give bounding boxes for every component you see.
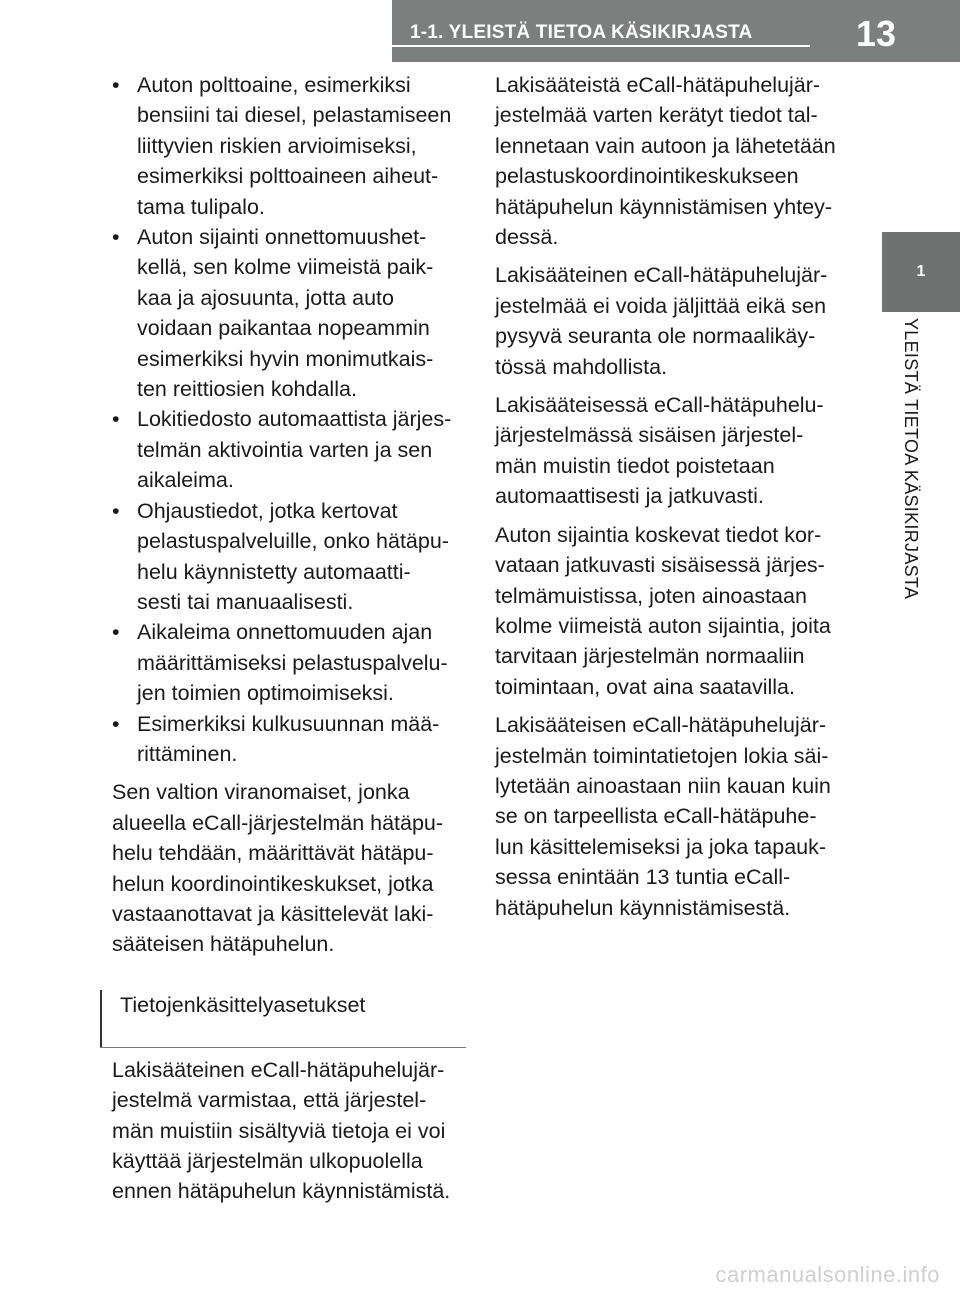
text-line: dessä.	[495, 225, 559, 250]
subheading-box	[112, 990, 466, 1045]
text-line: hätäpuhelun käynnistämisestä.	[495, 895, 791, 920]
text-line: vataan jatkuvasti sisäisessä järjes-	[495, 553, 825, 578]
text-line: se on tarpeellista eCall-hätäpuhe-	[495, 804, 817, 829]
subheading-bar	[100, 990, 102, 1048]
text-line: liittyvien riskien arvioimiseksi,	[137, 133, 417, 158]
text-line: sessa enintään 13 tuntia eCall-	[495, 865, 791, 890]
text-line: Auton polttoaine, esimerkiksi	[137, 73, 411, 97]
text-line: esimerkiksi polttoaineen aiheut-	[137, 164, 439, 189]
paragraph	[495, 710, 847, 923]
text-line: kolme viimeistä auton sijaintia, joita	[495, 613, 831, 638]
left-column	[112, 70, 466, 1207]
text-line: helu tehdään, määrittävät hätäpu-	[112, 841, 434, 866]
bullet-marker: •	[112, 407, 120, 432]
text-line: hätäpuhelun käynnistämisen yhtey-	[495, 194, 833, 219]
text-line: sääteisen hätäpuhelun.	[112, 932, 335, 957]
text-line: tössä mahdollista.	[495, 354, 668, 379]
page-header	[0, 0, 960, 62]
text-line: alueella eCall-järjestelmän hätäpu-	[112, 810, 444, 835]
section-title: 1-1. YLEISTÄ TIETOA KÄSIKIRJASTA	[410, 22, 753, 43]
text-line: Auton sijaintia koskevat tiedot kor-	[495, 522, 822, 547]
text-line: jestelmää ei voida jäljittää eikä sen	[495, 293, 827, 318]
list-item	[112, 404, 466, 495]
text-line: lennetaan vain autoon ja lähetetään	[495, 133, 836, 158]
text-line: bensiini tai diesel, pelastamiseen	[137, 103, 452, 128]
text-line: käyttää järjestelmän ulkopuolella	[112, 1149, 423, 1173]
text-line: määrittämiseksi pelastuspalvelu-	[137, 650, 448, 675]
text-line: tama tulipalo.	[137, 194, 265, 219]
text-line: ennen hätäpuhelun käynnistämistä.	[112, 1179, 451, 1204]
paragraph-data-processing	[112, 1055, 466, 1207]
text-line: pelastuspalveluille, onko hätäpu-	[137, 529, 449, 554]
text-line: telmämuistissa, joten ainoastaan	[495, 583, 807, 608]
list-item	[112, 70, 466, 222]
list-item	[112, 496, 466, 618]
text-line: jestelmä varmistaa, että järjestel-	[112, 1088, 427, 1113]
bullet-marker: •	[112, 73, 120, 97]
text-line: Ohjaustiedot, jotka kertovat	[137, 498, 398, 523]
header-rule	[392, 45, 810, 47]
text-line: toimintaan, ovat aina saatavilla.	[495, 674, 795, 699]
paragraph	[495, 390, 847, 512]
text-line: tarvitaan järjestelmän normaaliin	[495, 644, 805, 669]
text-line: sesti tai manuaalisesti.	[137, 589, 354, 614]
text-line: helu käynnistetty automaatti-	[137, 559, 411, 584]
bullet-marker: •	[112, 498, 120, 523]
text-line: jestelmää varten kerätyt tiedot tal-	[495, 103, 818, 128]
text-line: män muistiin sisältyviä tietoja ei voi	[112, 1118, 446, 1143]
bullet-marker: •	[112, 711, 120, 736]
text-line: ten reittiosien kohdalla.	[137, 377, 357, 402]
text-line: kellä, sen kolme viimeistä paik-	[137, 255, 434, 280]
text-line: helun koordinointikeskukset, jotka	[112, 871, 434, 896]
chapter-tab-label-area	[882, 312, 960, 672]
list-item	[112, 709, 466, 770]
text-line: Lakisääteinen eCall-hätäpuhelujär-	[112, 1057, 445, 1082]
text-line: lun käsittelemiseksi ja joka tapauk-	[495, 834, 827, 859]
text-line: jestelmän toimintatietojen lokia säi-	[495, 743, 829, 768]
text-line: lytetään ainoastaan niin kauan kuin	[495, 773, 831, 798]
bullet-marker: •	[112, 620, 120, 645]
text-line: Lokitiedosto automaattista järjes-	[137, 407, 452, 432]
text-line: Lakisääteisessä eCall-hätäpuhelu-	[495, 393, 824, 418]
text-line: esimerkiksi hyvin monimutkais-	[137, 346, 434, 371]
text-line: telmän aktivointia varten ja sen	[137, 437, 433, 462]
subheading-rule	[100, 1047, 466, 1048]
text-line: män muistin tiedot poistetaan	[495, 453, 775, 478]
chapter-tab-label: YLEISTÄ TIETOA KÄSIKIRJASTA	[901, 318, 921, 600]
text-line: rittäminen.	[137, 741, 238, 766]
text-line: aikaleima.	[137, 468, 234, 493]
text-line: Lakisääteinen eCall-hätäpuhelujär-	[495, 263, 828, 288]
text-line: pysyvä seuranta ole normaalikäy-	[495, 324, 816, 349]
list-item	[112, 617, 466, 708]
page-number: 13	[855, 13, 897, 54]
text-line: vastaanottavat ja käsittelevät laki-	[112, 901, 434, 926]
text-line: Lakisääteistä eCall-hätäpuhelujär-	[495, 73, 821, 97]
text-line: jen toimien optimoimiseksi.	[137, 681, 394, 706]
text-line: järjestelmässä sisäisen järjestel-	[495, 423, 804, 448]
watermark: carmanualsonline.info	[715, 1262, 940, 1287]
text-line: Esimerkiksi kulkusuunnan mää-	[137, 711, 440, 736]
text-line: voidaan paikantaa nopeammin	[137, 316, 430, 341]
text-line: kaa ja ajosuunta, jotta auto	[137, 285, 394, 310]
right-column	[495, 70, 847, 923]
paragraph	[495, 260, 847, 382]
list-item	[112, 222, 466, 404]
chapter-tab-number: 1	[882, 232, 960, 312]
text-line: automaattisesti ja jatkuvasti.	[495, 484, 764, 509]
text-line: Lakisääteisen eCall-hätäpuhelujär-	[495, 713, 827, 738]
subheading: Tietojenkäsittelyasetukset	[120, 992, 366, 1017]
paragraph	[495, 520, 847, 702]
bullet-list	[112, 70, 466, 769]
text-line: Auton sijainti onnettomuushet-	[137, 225, 427, 250]
text-line: Sen valtion viranomaiset, jonka	[112, 780, 410, 805]
text-line: Aikaleima onnettomuuden ajan	[137, 620, 433, 645]
paragraph	[495, 70, 847, 252]
bullet-marker: •	[112, 225, 120, 250]
paragraph-authorities	[112, 777, 466, 959]
text-line: pelastuskoordinointikeskukseen	[495, 164, 799, 189]
